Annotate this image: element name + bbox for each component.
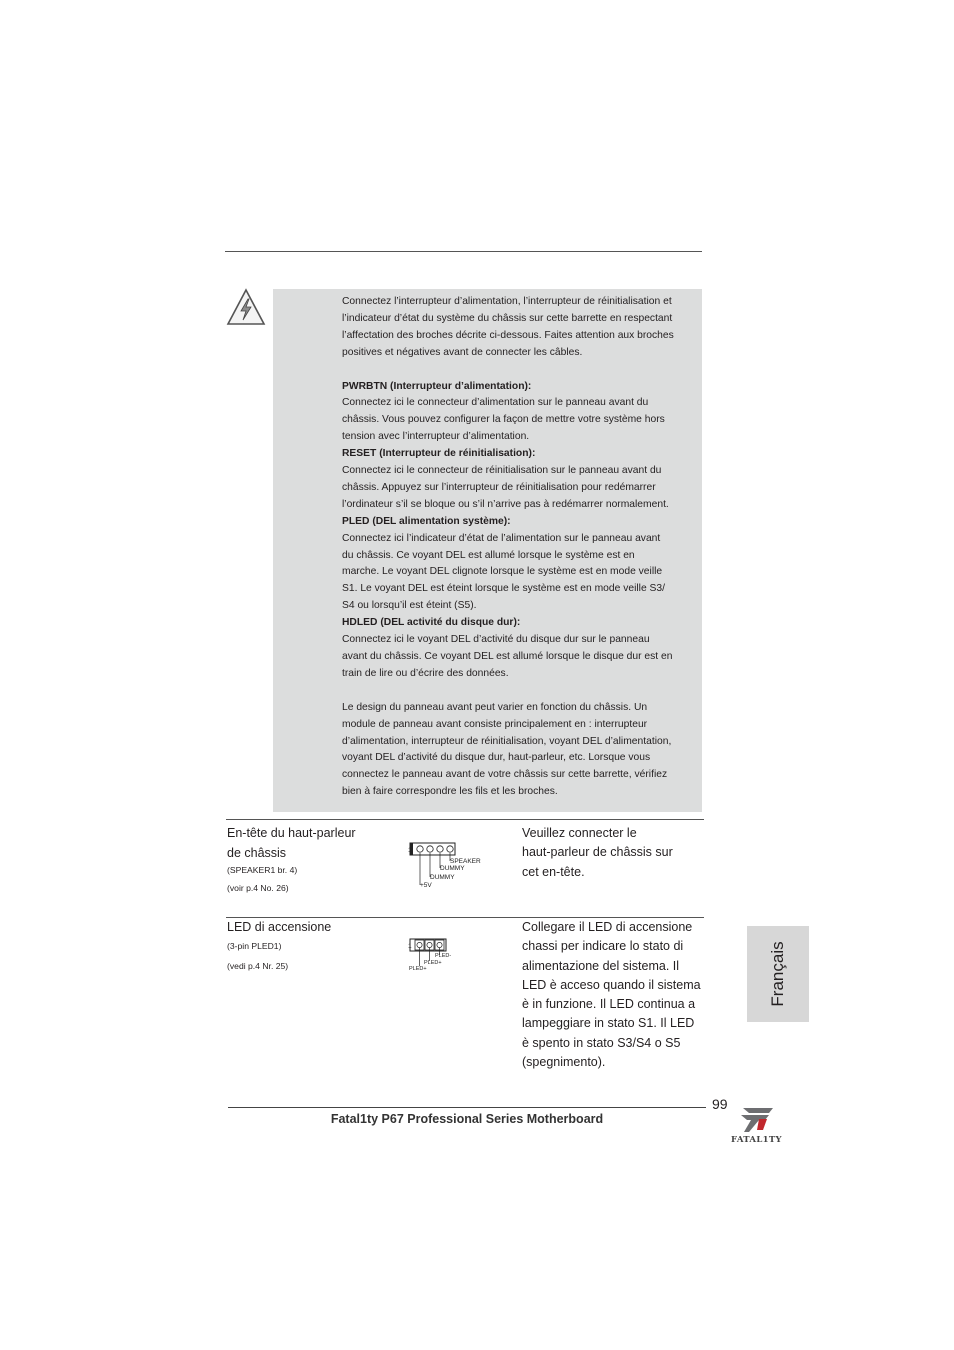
intro-line: l’affectation des broches décrite ci-dessous. Faites attention aux broches bbox=[342, 329, 674, 341]
hdled-line: train de lire ou d’écrire des données. bbox=[342, 667, 509, 679]
intro-line: l’indicateur d’état du système du châssis sur cette barrette en respectant bbox=[342, 312, 673, 324]
pled-desc-line: Collegare il LED di accensione bbox=[522, 920, 693, 934]
pled-line: S1. Le voyant DEL est éteint lorsque le système est en mode veille S3/ bbox=[342, 583, 665, 595]
note-text bbox=[342, 294, 704, 801]
design-line: module de panneau avant consiste principalement en : interrupteur bbox=[342, 718, 648, 730]
pled-ref: (3-pin PLED1) bbox=[227, 940, 282, 951]
pwrbtn-line: châssis. Vous pouvez configurer la façon de mettre votre système hors bbox=[342, 414, 665, 426]
language-tab-label: Français bbox=[768, 941, 787, 1007]
pwrbtn-line: tension avec l’interrupteur d’alimentation. bbox=[342, 431, 530, 443]
warning-icon bbox=[226, 287, 266, 327]
pled-line: Connectez ici l’indicateur d’état de l’alimentation sur le panneau avant bbox=[342, 532, 661, 544]
hdled-title: HDLED (DEL activité du disque dur): bbox=[342, 617, 521, 629]
design-line: voyant DEL d’activité du disque dur, haut-parleur, etc. Lorsque vous bbox=[342, 752, 651, 764]
hdled-line: avant du châssis. Ce voyant DEL est allumé lorsque le disque dur est en bbox=[342, 651, 673, 663]
reset-line: l’ordinateur s’il se bloque ou s’il n’arrive pas à redémarrer normalement. bbox=[342, 498, 669, 510]
reset-title: RESET (Interrupteur de réinitialisation): bbox=[342, 448, 536, 460]
speaker-ref: (SPEAKER1 br. 4) bbox=[227, 865, 298, 875]
pled-see: (vedi p.4 Nr. 25) bbox=[227, 960, 289, 971]
pled-line: du châssis. Ce voyant DEL est allumé lorsque le système est en bbox=[342, 549, 635, 561]
speaker-pin-label: DUMMY bbox=[430, 874, 455, 881]
pled-desc-line: chassi per indicare lo stato di bbox=[522, 939, 684, 954]
page-number: 99 bbox=[712, 1096, 728, 1112]
design-line: bien à faire correspondre les fils et les broches. bbox=[342, 786, 558, 798]
pled-title: PLED (DEL alimentation système): bbox=[342, 515, 511, 527]
speaker-pin-label: +5V bbox=[420, 882, 432, 889]
design-line: connectez le panneau avant de votre châssis sur cette barrette, vérifiez bbox=[342, 769, 668, 781]
design-line: Le design du panneau avant peut varier en fonction du châssis. Un bbox=[342, 701, 648, 713]
pled-description bbox=[522, 918, 712, 1072]
speaker-pin-diagram bbox=[406, 839, 486, 891]
fatal1ty-logo bbox=[729, 1106, 787, 1146]
intro-line: positives et négatives avant de connecter les câbles. bbox=[342, 346, 583, 358]
design-line: d’alimentation, interrupteur de réinitialisation, voyant DEL d’alimentation, bbox=[342, 735, 672, 747]
pled-pin-label: PLED+ bbox=[424, 960, 442, 966]
speaker-pin-label: DUMMY bbox=[440, 865, 465, 872]
speaker-see: (voir p.4 No. 26) bbox=[227, 883, 289, 893]
pled-desc-line: (spegnimento). bbox=[522, 1055, 606, 1070]
pled-pin-label: PLED+ bbox=[409, 966, 427, 972]
speaker-pin1-label: 1 bbox=[408, 847, 412, 854]
pled-desc-line: è in funzione. Il LED continua a bbox=[522, 997, 696, 1012]
footer-rule bbox=[228, 1107, 706, 1108]
pled-desc-line: alimentazione del sistema. Il bbox=[522, 958, 680, 973]
pled-pin-diagram bbox=[406, 935, 466, 975]
pwrbtn-title: PWRBTN (Interrupteur d’alimentation): bbox=[342, 380, 532, 392]
speaker-title-line1: En-tête du haut-parleur bbox=[227, 826, 356, 840]
reset-line: Connectez ici le connecteur de réinitialisation sur le panneau avant du bbox=[342, 465, 662, 477]
section-separator bbox=[226, 819, 704, 820]
top-rule bbox=[225, 251, 702, 252]
pled-label bbox=[227, 918, 397, 972]
pled-desc-line: lampeggiare in stato S1. Il LED bbox=[522, 1016, 695, 1031]
pled-title: LED di accensione bbox=[227, 920, 332, 934]
footer-title: Fatal1ty P67 Professional Series Motherboard bbox=[330, 1112, 604, 1126]
hdled-line: Connectez ici le voyant DEL d’activité du disque dur sur le panneau bbox=[342, 634, 650, 646]
logo-text: FATAL1TY bbox=[731, 1135, 782, 1145]
speaker-desc-line: cet en-tête. bbox=[522, 864, 585, 879]
speaker-desc-line: Veuillez connecter le bbox=[522, 826, 637, 840]
pled-desc-line: è spento in stato S3/S4 o S5 bbox=[522, 1035, 681, 1050]
pled-line: S4 ou lorsqu’il est éteint (S5). bbox=[342, 600, 477, 612]
intro-line: Connectez l’interrupteur d’alimentation, l’interrupteur de réinitialisation et bbox=[342, 296, 672, 307]
pled-desc-line: LED è acceso quando il sistema bbox=[522, 977, 701, 992]
pwrbtn-line: Connectez ici le connecteur d’alimentation sur le panneau avant du bbox=[342, 397, 649, 409]
speaker-description bbox=[522, 824, 712, 882]
speaker-desc-line: haut-parleur de châssis sur bbox=[522, 845, 673, 860]
speaker-pin-label: SPEAKER bbox=[450, 858, 481, 865]
speaker-title-line2: de châssis bbox=[227, 845, 287, 860]
reset-line: châssis. Appuyez sur l’interrupteur de réinitialisation pour redémarrer bbox=[342, 481, 656, 493]
pled-pin-label: PLED- bbox=[435, 953, 452, 959]
pled-line: marche. Le voyant DEL clignote lorsque le système est en mode veille bbox=[342, 566, 663, 578]
speaker-label bbox=[227, 824, 397, 894]
language-tab bbox=[747, 926, 809, 1022]
pled-pin1-label: 1 bbox=[408, 943, 412, 950]
